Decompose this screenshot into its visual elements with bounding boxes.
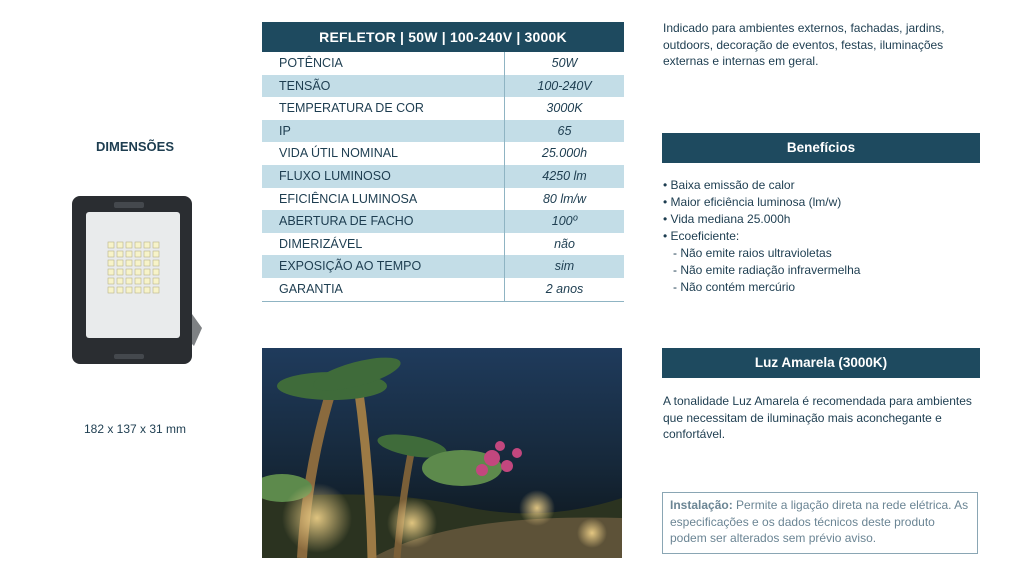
led-chip xyxy=(135,242,141,248)
dimensions-title: DIMENSÕES xyxy=(95,139,174,154)
spec-row xyxy=(262,97,624,120)
spec-label: TEMPERATURA DE COR xyxy=(262,97,505,120)
benefits-title: Benefícios xyxy=(662,133,980,163)
spec-label: GARANTIA xyxy=(262,278,505,301)
spec-label: TENSÃO xyxy=(262,75,505,98)
spec-value: 65 xyxy=(557,123,572,138)
spec-value: 2 anos xyxy=(545,281,584,296)
spec-value: 3000K xyxy=(546,101,583,116)
spec-value: 100-240V xyxy=(537,78,592,93)
spec-table xyxy=(262,22,624,302)
led-chip xyxy=(108,260,114,266)
spec-table-header: REFLETOR | 50W | 100-240V | 3000K xyxy=(262,22,624,52)
spec-row xyxy=(262,255,624,278)
led-chip xyxy=(144,251,150,257)
spec-row xyxy=(262,210,624,233)
led-chip xyxy=(126,242,132,248)
led-chip xyxy=(108,251,114,257)
led-chip xyxy=(126,251,132,257)
benefits-list xyxy=(663,177,983,296)
lens-shape xyxy=(86,212,180,338)
led-chip xyxy=(117,260,123,266)
spec-value: 4250 lm xyxy=(542,168,587,183)
led-chip xyxy=(117,287,123,293)
installation-note xyxy=(662,492,978,554)
led-chip xyxy=(126,260,132,266)
led-chip xyxy=(135,251,141,257)
spec-row xyxy=(262,120,624,143)
benefit-item: • Maior eficiência luminosa (lm/w) xyxy=(663,195,842,209)
led-chip xyxy=(108,287,114,293)
led-chip xyxy=(117,269,123,275)
benefit-subitem: - Não emite raios ultravioletas xyxy=(673,246,832,260)
spec-value: 25.000h xyxy=(541,146,588,161)
led-chip xyxy=(135,278,141,284)
benefit-subitem: - Não contém mercúrio xyxy=(673,280,796,294)
spec-label: DIMERIZÁVEL xyxy=(262,233,505,256)
garden-lighting-photo xyxy=(262,348,622,558)
led-chip xyxy=(144,269,150,275)
floodlight-product-image xyxy=(64,188,214,374)
spec-row xyxy=(262,188,624,211)
spec-row xyxy=(262,278,624,302)
spec-row xyxy=(262,52,624,75)
led-chip xyxy=(135,269,141,275)
spec-label: VIDA ÚTIL NOMINAL xyxy=(262,142,505,165)
spec-value: sim xyxy=(554,259,575,274)
spec-row xyxy=(262,142,624,165)
led-chip xyxy=(126,278,132,284)
led-chip xyxy=(144,242,150,248)
spec-row xyxy=(262,165,624,188)
led-chip xyxy=(108,242,114,248)
spec-label: EXPOSIÇÃO AO TEMPO xyxy=(262,255,505,278)
spec-row xyxy=(262,75,624,98)
spec-value: 80 lm/w xyxy=(542,191,587,206)
led-chip xyxy=(153,260,159,266)
benefit-item: • Ecoeficiente: xyxy=(663,229,740,243)
led-chip xyxy=(126,269,132,275)
led-chip xyxy=(108,269,114,275)
benefit-item: • Baixa emissão de calor xyxy=(663,178,795,192)
yellow-light-title: Luz Amarela (3000K) xyxy=(662,348,980,378)
spec-rows xyxy=(262,52,624,302)
led-chip xyxy=(144,278,150,284)
led-chip xyxy=(153,287,159,293)
spec-value: 50W xyxy=(551,56,578,70)
spec-label: POTÊNCIA xyxy=(262,52,505,75)
yellow-light-text: A tonalidade Luz Amarela é recomendada para ambientes que necessitam de iluminação mais aconchegante e confortável. xyxy=(663,394,972,441)
led-chip xyxy=(135,287,141,293)
led-chip xyxy=(153,251,159,257)
installation-text: Permite a ligação direta na rede elétrica. As especificações e os dados técnicos deste produto podem ser alterados sem prévio aviso. xyxy=(670,498,969,545)
spec-label: EFICIÊNCIA LUMINOSA xyxy=(262,188,505,211)
led-chip xyxy=(117,251,123,257)
led-chip xyxy=(153,242,159,248)
benefit-subitem: - Não emite radiação infravermelha xyxy=(673,263,861,277)
led-chip xyxy=(144,287,150,293)
spec-row xyxy=(262,233,624,256)
spec-label: IP xyxy=(262,120,505,143)
led-chip xyxy=(108,278,114,284)
led-chip xyxy=(135,260,141,266)
spec-value: não xyxy=(554,236,575,251)
spec-label: ABERTURA DE FACHO xyxy=(262,210,505,233)
intro-text: Indicado para ambientes externos, fachadas, jardins, outdoors, decoração de eventos, festas, iluminações externas e internas em geral. xyxy=(663,21,945,68)
spec-value: 100º xyxy=(551,214,578,229)
led-chip xyxy=(153,269,159,275)
dimensions-size: 182 x 137 x 31 mm xyxy=(83,422,187,436)
installation-label: Instalação: xyxy=(670,498,733,512)
spec-label: FLUXO LUMINOSO xyxy=(262,165,505,188)
benefit-item: • Vida mediana 25.000h xyxy=(663,212,791,226)
led-chip xyxy=(144,260,150,266)
led-chip xyxy=(153,278,159,284)
led-chip xyxy=(117,278,123,284)
led-chip xyxy=(126,287,132,293)
led-chip xyxy=(117,242,123,248)
